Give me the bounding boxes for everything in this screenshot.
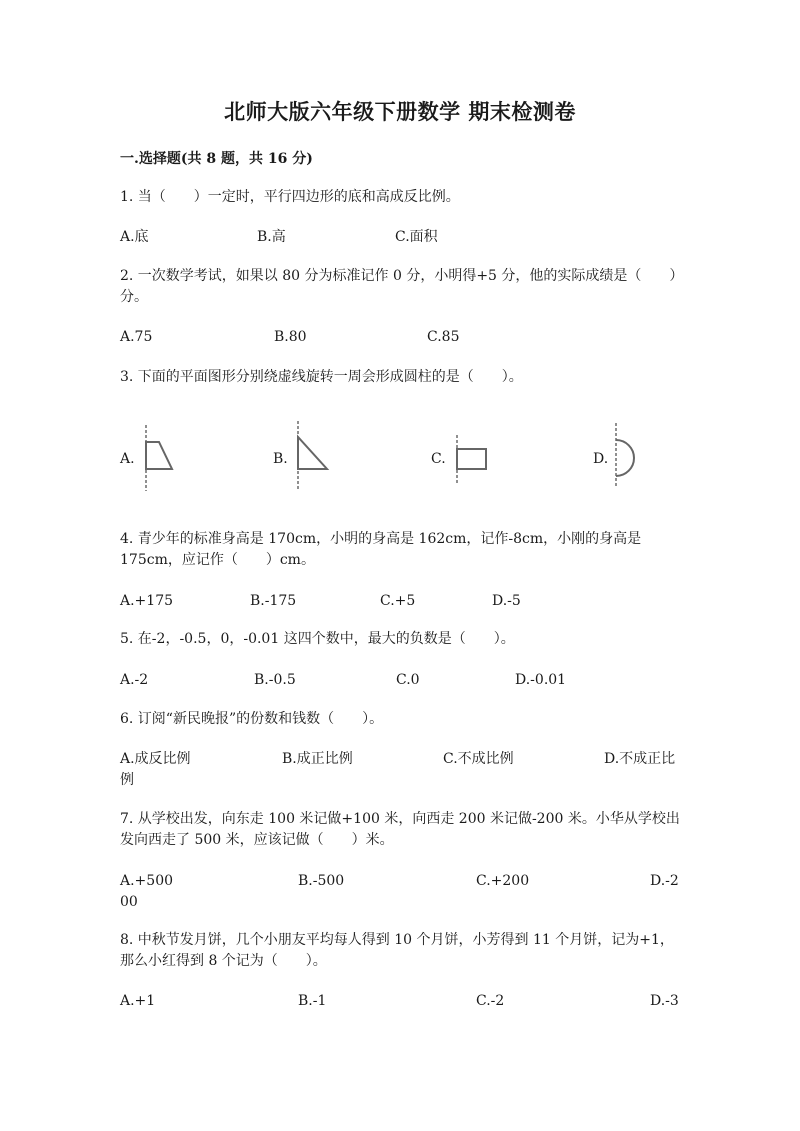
q4-option-c[interactable]: C.+5 (380, 593, 416, 609)
q6-option-a[interactable]: A.成反比例 (120, 751, 191, 767)
q2-option-a[interactable]: A.75 (120, 329, 153, 345)
question-7: 7. 从学校出发，向东走 100 米记做+100 米，向西走 200 米记做-200 米。小华从学校出发向西走了 500 米，应该记做（ ）米。 (120, 811, 680, 848)
q3-option-c[interactable]: C. (431, 451, 446, 467)
q8-option-c[interactable]: C.-2 (476, 993, 505, 1009)
q7-option-a[interactable]: A.+500 (120, 873, 174, 889)
q1-option-b[interactable]: B.高 (257, 229, 286, 245)
page-title: 北师大版六年级下册数学 期末检测卷 (224, 99, 576, 124)
question-2: 2. 一次数学考试，如果以 80 分为标准记作 0 分，小明得+5 分，他的实际成绩是（ ）分。 (120, 268, 677, 305)
q4-option-d[interactable]: D.-5 (492, 593, 521, 609)
q1-option-a[interactable]: A.底 (120, 229, 149, 245)
q8-option-b[interactable]: B.-1 (298, 993, 327, 1009)
q4-option-b[interactable]: B.-175 (250, 593, 297, 609)
question-8: 8. 中秋节发月饼，几个小朋友平均每人得到 10 个月饼，小芳得到 11 个月饼，记为+1，那么小红得到 8 个记为（ ）。 (120, 932, 674, 969)
q2-option-b[interactable]: B.80 (274, 329, 307, 345)
q3-figure-d (608, 425, 668, 491)
section-heading: 一.选择题(共 8 题，共 16 分) (120, 151, 313, 167)
q3-figure-b (289, 425, 349, 491)
question-6: 6. 订阅“新民晚报”的份数和钱数（ ）。 (120, 711, 384, 727)
q3-figure-c (449, 425, 509, 491)
q6-option-b[interactable]: B.成正比例 (282, 751, 353, 767)
q5-option-d[interactable]: D.-0.01 (515, 672, 567, 688)
q7-option-c[interactable]: C.+200 (476, 873, 530, 889)
question-4: 4. 青少年的标准身高是 170cm，小明的身高是 162cm，记作-8cm，小刚的身高是175cm，应记作（ ）cm。 (120, 531, 642, 568)
q5-option-a[interactable]: A.-2 (120, 672, 149, 688)
question-1: 1. 当（ ）一定时，平行四边形的底和高成反比例。 (120, 189, 460, 205)
question-3: 3. 下面的平面图形分别绕虚线旋转一周会形成圆柱的是（ ）。 (120, 369, 523, 385)
q5-option-b[interactable]: B.-0.5 (254, 672, 296, 688)
q1-option-c[interactable]: C.面积 (395, 229, 438, 245)
q3-option-a[interactable]: A. (120, 451, 135, 467)
q3-option-d[interactable]: D. (593, 451, 609, 467)
q2-option-c[interactable]: C.85 (427, 329, 460, 345)
q8-option-d[interactable]: D.-3 (650, 993, 679, 1009)
q4-option-a[interactable]: A.+175 (120, 593, 174, 609)
q7-option-d[interactable]: D.-200 (120, 873, 679, 910)
q7-option-b[interactable]: B.-500 (298, 873, 345, 889)
question-5: 5. 在-2，-0.5，0，-0.01 这四个数中，最大的负数是（ ）。 (120, 631, 515, 647)
q5-option-c[interactable]: C.0 (396, 672, 420, 688)
q3-figure-a (138, 425, 198, 491)
q3-option-b[interactable]: B. (273, 451, 288, 467)
q6-option-c[interactable]: C.不成比例 (443, 751, 514, 767)
q8-option-a[interactable]: A.+1 (120, 993, 156, 1009)
q6-option-d[interactable]: D.不成正比例 (120, 751, 676, 788)
